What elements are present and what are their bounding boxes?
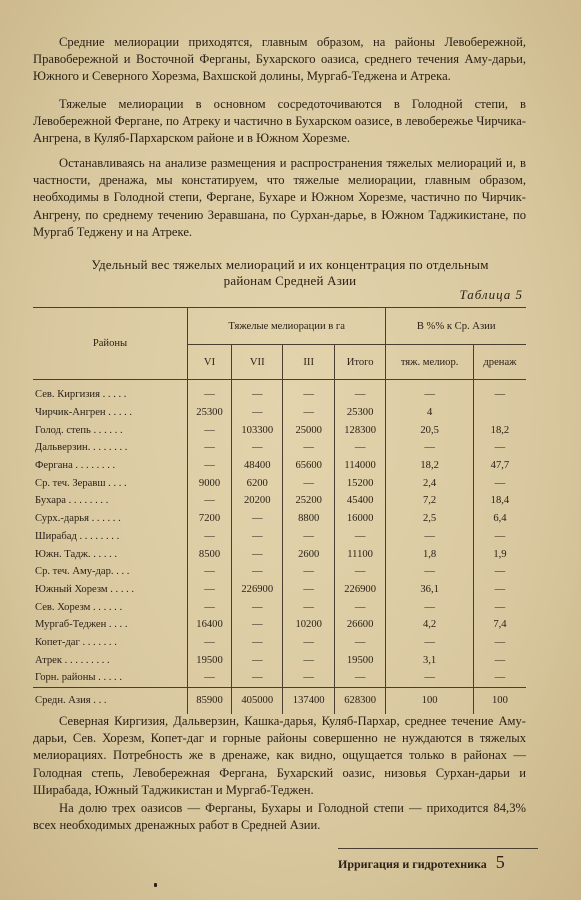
table-body <box>33 380 526 688</box>
total-vii: 405000 <box>232 687 283 714</box>
cell-total: 114000 <box>334 457 385 475</box>
cell-iii: — <box>283 528 334 546</box>
cell-vii: — <box>232 439 283 457</box>
cell-drain: — <box>473 474 526 492</box>
cell-name: Южн. Тадж. . . . . . <box>35 548 118 560</box>
cell-vi: — <box>188 563 232 581</box>
ink-speck <box>154 883 157 887</box>
cell-drain: — <box>473 598 526 616</box>
cell-vi: — <box>188 634 232 652</box>
cell-name: Атрек . . . . . . . . . <box>35 654 110 666</box>
cell-vi: — <box>188 421 232 439</box>
cell-heavy: 1,8 <box>386 545 474 563</box>
cell-heavy: 2,5 <box>386 510 474 528</box>
cell-iii: 25200 <box>283 492 334 510</box>
cell-name: Ср. теч. Зеравш . . . . <box>35 477 127 489</box>
table-row <box>33 439 526 457</box>
cell-drain: 7,4 <box>473 616 526 634</box>
cell-drain: 1,9 <box>473 545 526 563</box>
table-row <box>33 510 526 528</box>
cell-iii: — <box>283 598 334 616</box>
header-drainage-pct: дренаж <box>473 345 526 380</box>
cell-vi: — <box>188 386 232 404</box>
cell-heavy: — <box>386 439 474 457</box>
journal-title: Ирригация и гидротехника <box>338 857 487 871</box>
cell-vi: — <box>188 492 232 510</box>
cell-name: Бухара . . . . . . . . <box>35 495 109 507</box>
cell-heavy: 7,2 <box>386 492 474 510</box>
cell-name: Сев. Киргизия . . . . . <box>35 389 127 401</box>
cell-vi: — <box>188 457 232 475</box>
cell-total: 226900 <box>334 581 385 599</box>
header-rayony: Районы <box>33 308 188 380</box>
cell-iii: — <box>283 581 334 599</box>
total-iii: 137400 <box>283 687 334 714</box>
cell-iii: — <box>283 669 334 687</box>
header-heavy-group: Тяжелые мелиорации в га <box>188 308 386 345</box>
cell-total: — <box>334 598 385 616</box>
cell-iii: — <box>283 563 334 581</box>
header-iii: III <box>283 345 334 380</box>
table-row <box>33 598 526 616</box>
cell-total: — <box>334 634 385 652</box>
table-row <box>33 563 526 581</box>
cell-name: Ширабад . . . . . . . . <box>35 530 120 542</box>
cell-drain: — <box>473 439 526 457</box>
cell-vii: — <box>232 598 283 616</box>
cell-vii: — <box>232 510 283 528</box>
total-itogo: 628300 <box>334 687 385 714</box>
cell-total: 16000 <box>334 510 385 528</box>
cell-vi: 9000 <box>188 474 232 492</box>
cell-drain: — <box>473 651 526 669</box>
cell-name: Голод. степь . . . . . . <box>35 424 123 436</box>
cell-drain: — <box>473 581 526 599</box>
cell-vi: 8500 <box>188 545 232 563</box>
cell-iii: — <box>283 404 334 422</box>
table-caption-line1: Удельный вес тяжелых мелиораций и их концентрация по отдельным <box>91 257 489 272</box>
cell-total: 19500 <box>334 651 385 669</box>
cell-total: 128300 <box>334 421 385 439</box>
paragraph-three-oases: На долю трех оазисов — Ферганы, Бухары и Голодной степи — приходится 84,3% всех необходимых дренажных работ в Средней Азии. <box>33 801 526 833</box>
cell-name: Фергана . . . . . . . . <box>35 460 116 472</box>
cell-heavy: 3,1 <box>386 651 474 669</box>
cell-drain: — <box>473 669 526 687</box>
running-footer <box>338 852 505 873</box>
cell-iii: 65600 <box>283 457 334 475</box>
cell-heavy: 36,1 <box>386 581 474 599</box>
cell-total: — <box>334 386 385 404</box>
page-number: 5 <box>495 852 505 872</box>
cell-vii: — <box>232 634 283 652</box>
cell-name: Мургаб-Теджен . . . . <box>35 619 128 631</box>
table-row <box>33 545 526 563</box>
cell-heavy: — <box>386 563 474 581</box>
table-row <box>33 634 526 652</box>
footer-rule <box>338 848 538 849</box>
table-row <box>33 492 526 510</box>
header-heavy-pct: тяж. мелиор. <box>386 345 474 380</box>
table-row <box>33 386 526 404</box>
cell-drain: — <box>473 386 526 404</box>
cell-vi: — <box>188 528 232 546</box>
cell-vi: — <box>188 598 232 616</box>
cell-total: — <box>334 439 385 457</box>
table-row <box>33 616 526 634</box>
cell-iii: — <box>283 474 334 492</box>
table-row <box>33 404 526 422</box>
cell-vii: 103300 <box>232 421 283 439</box>
paragraph-drainage-analysis: Останавливаясь на анализе размещения и распространения тяжелых мелиораций и, в частности, дренажа, мы констатируем, что тяжелые мелиорации, главным образом, необходимы в Голодной степи, Фергане, Бухаре и Южном Хорезме, частично по Чирчик-Ангрену, по среднему течению Зеравшана, по Сурхан-дарье, в Южном Таджикистане, по Мургаб Теджену и на Атреке. <box>33 156 526 239</box>
cell-vii: — <box>232 528 283 546</box>
cell-iii: 2600 <box>283 545 334 563</box>
cell-total: — <box>334 563 385 581</box>
cell-iii: 8800 <box>283 510 334 528</box>
cell-total: 45400 <box>334 492 385 510</box>
cell-vii: — <box>232 545 283 563</box>
table-row <box>33 669 526 687</box>
table-row <box>33 457 526 475</box>
cell-iii: — <box>283 634 334 652</box>
cell-vi: 25300 <box>188 404 232 422</box>
cell-heavy: — <box>386 528 474 546</box>
table-row <box>33 581 526 599</box>
cell-vii: — <box>232 669 283 687</box>
table-row <box>33 474 526 492</box>
cell-name: Горн. районы . . . . . <box>35 672 122 684</box>
cell-drain: 18,4 <box>473 492 526 510</box>
cell-vii: — <box>232 651 283 669</box>
cell-iii: 10200 <box>283 616 334 634</box>
total-vi: 85900 <box>188 687 232 714</box>
cell-vii: 226900 <box>232 581 283 599</box>
cell-vi: — <box>188 581 232 599</box>
cell-heavy: 18,2 <box>386 457 474 475</box>
cell-heavy: — <box>386 386 474 404</box>
cell-heavy: — <box>386 669 474 687</box>
cell-drain: 6,4 <box>473 510 526 528</box>
table-row <box>33 651 526 669</box>
cell-total: — <box>334 669 385 687</box>
table-total-row <box>33 687 526 714</box>
cell-heavy: 4,2 <box>386 616 474 634</box>
paragraph-no-heavy-needed: Северная Киргизия, Дальверзин, Кашка-дарья, Куляб-Пархар, среднее течение Аму-дарьи, Сев. Хорезм, Копет-даг и горные районы совершенно не нуждаются в тяжелых мелиорациях. Потребность же в дренаже, как видно, ощущается только в районах — Голодная степь, Левобережная Фергана, Бухарский оазис, низовья Сурхан-дарьи и Ширабада, Южный Таджикистан и Мургаб-Теджен. <box>33 714 526 797</box>
cell-total: 26600 <box>334 616 385 634</box>
table-row <box>33 421 526 439</box>
cell-name: Сурх.-дарья . . . . . . <box>35 513 121 525</box>
cell-drain: — <box>473 634 526 652</box>
cell-iii: 25000 <box>283 421 334 439</box>
cell-vi: — <box>188 669 232 687</box>
table-caption-line2: районам Средней Азии <box>223 273 357 288</box>
cell-iii: — <box>283 651 334 669</box>
cell-total: 15200 <box>334 474 385 492</box>
cell-vii: — <box>232 386 283 404</box>
cell-vii: — <box>232 404 283 422</box>
total-name: Средн. Азия . . . <box>33 687 188 714</box>
cell-vi: 7200 <box>188 510 232 528</box>
cell-total: 11100 <box>334 545 385 563</box>
cell-name: Чирчик-Ангрен . . . . . <box>35 407 133 419</box>
cell-heavy: 2,4 <box>386 474 474 492</box>
cell-vii: 20200 <box>232 492 283 510</box>
cell-total: 25300 <box>334 404 385 422</box>
cell-drain: 47,7 <box>473 457 526 475</box>
cell-heavy: — <box>386 634 474 652</box>
header-vii: VII <box>232 345 283 380</box>
cell-total: — <box>334 528 385 546</box>
cell-name: Дальверзин. . . . . . . . <box>35 442 128 454</box>
cell-drain <box>473 404 526 422</box>
cell-vii: — <box>232 616 283 634</box>
cell-heavy: 20,5 <box>386 421 474 439</box>
cell-vi: 16400 <box>188 616 232 634</box>
cell-vi: 19500 <box>188 651 232 669</box>
header-total: Итого <box>334 345 385 380</box>
meliorations-table <box>33 307 526 714</box>
cell-drain: — <box>473 563 526 581</box>
cell-name: Копет-даг . . . . . . . <box>35 636 117 648</box>
cell-vii: 6200 <box>232 474 283 492</box>
paragraph-medium-meliorations: Средние мелиорации приходятся, главным образом, на районы Левобережной, Правобережной и Восточной Ферганы, Бухарского оазиса, среднего течения Аму-дарьи, Южного и Северного Хорезма, Вахшской долины, Мургаб-Теджена и Атрека. <box>33 35 526 84</box>
total-heavy-pct: 100 <box>386 687 474 714</box>
header-percent-group: В %% к Ср. Азии <box>386 308 526 345</box>
cell-iii: — <box>283 439 334 457</box>
cell-iii: — <box>283 386 334 404</box>
cell-vi: — <box>188 439 232 457</box>
cell-name: Южный Хорезм . . . . . <box>35 583 135 595</box>
cell-name: Ср. теч. Аму-дар. . . . <box>35 566 130 578</box>
table-number-label: Таблица 5 <box>459 287 523 302</box>
total-drainage-pct: 100 <box>473 687 526 714</box>
cell-drain: 18,2 <box>473 421 526 439</box>
cell-drain: — <box>473 528 526 546</box>
table-row <box>33 528 526 546</box>
cell-heavy: 4 <box>386 404 474 422</box>
paragraph-heavy-meliorations: Тяжелые мелиорации в основном сосредоточиваются в Голодной степи, в Левобережной Фергане, по Атреку и частично в Бухарском оазисе, в левобережье Чирчика-Ангрена, в Куляб-Пархарском районе и в Южном Хорезме. <box>33 97 526 146</box>
cell-name: Сев. Хорезм . . . . . . <box>35 601 123 613</box>
cell-vii: — <box>232 563 283 581</box>
cell-heavy: — <box>386 598 474 616</box>
header-vi: VI <box>188 345 232 380</box>
cell-vii: 48400 <box>232 457 283 475</box>
